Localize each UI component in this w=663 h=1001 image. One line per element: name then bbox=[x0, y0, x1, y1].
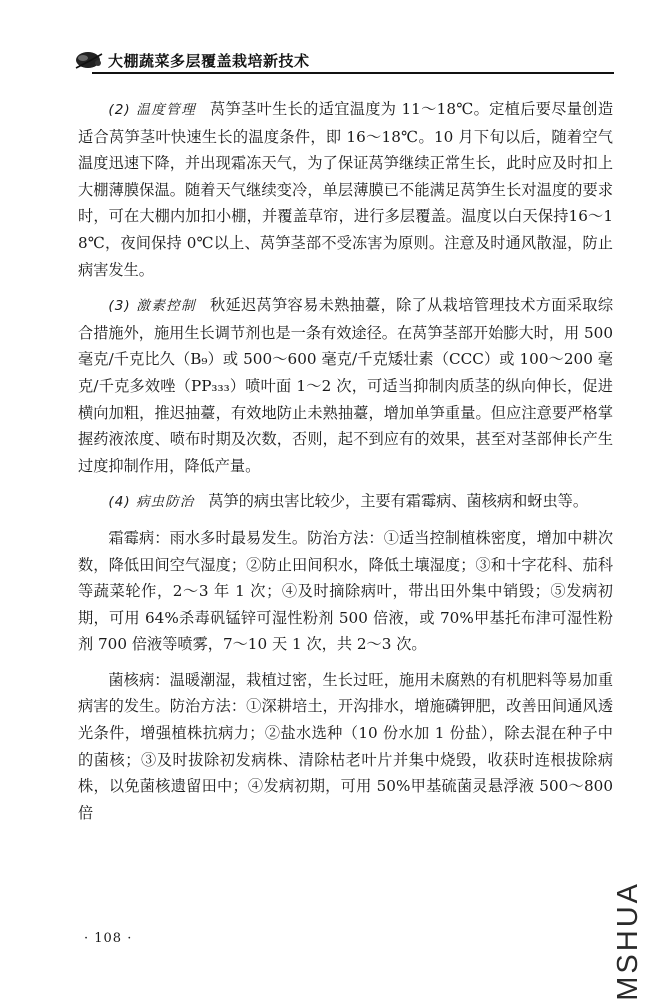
section-lead: (4) 病虫防治 bbox=[108, 494, 195, 511]
header-rule bbox=[92, 72, 614, 74]
section-lead: (3) 激素控制 bbox=[108, 298, 196, 315]
paragraph-text: 秋延迟莴笋容易未熟抽薹，除了从栽培管理技术方面采取综合措施外，施用生长调节剂也是一条有效途径。在莴笋茎部开始膨大时，用 500 毫克/千克比久（B₉）或 500～600 毫克/千克矮壮素（CCC）或 100～200 毫克/千克多效唑（PP₃₃₃）喷叶面 1～2 次，可适当抑制肉质茎的纵向伸长，促进横向加粗，推迟抽薹，有效地防止未熟抽薹，增加单笋重量。但应注意要严格掌握药液浓度、喷布时期及次数，否则，起不到应有的效果，甚至对茎部伸长产生过度抑制作用，降低产量。 bbox=[78, 296, 614, 475]
paragraph-sclerotinia bbox=[78, 667, 613, 827]
paragraph-text: 霜霉病：雨水多时最易发生。防治方法：①适当控制植株密度，增加中耕次数，降低田间空气湿度；②防止田间积水，降低土壤湿度；③和十字花科、茄科等蔬菜轮作，2～3 年 1 次；④及时摘除病叶，带出田外集中销毁；⑤发病初期，可用 64%杀毒矾锰锌可湿性粉剂 500 倍液，或 70%甲基托布津可湿性粉剂 700 倍液等喷雾，7～10 天 1 次，共 2～3 次。 bbox=[78, 528, 613, 654]
body-text bbox=[78, 96, 613, 835]
watermark: MSHUA bbox=[612, 881, 644, 1001]
paragraph-pest-control bbox=[78, 488, 613, 516]
section-lead: (2) 温度管理 bbox=[108, 102, 197, 118]
paragraph-text: 菌核病：温暖潮湿，栽植过密，生长过旺，施用未腐熟的有机肥料等易加重病害的发生。防治方法：①深耕培土，开沟排水，增施磷钾肥，改善田间通风透光条件，增强植株抗病力；②盐水选种（10 份水加 1 份盐），除去混在种子中的菌核；③及时拔除初发病株、清除枯老叶片并集中烧毁，收获时连根拔除病株，以免菌核遗留田中；④发病初期，可用 50%甲基硫菌灵悬浮液 500～800 倍 bbox=[78, 670, 613, 822]
paragraph-temperature bbox=[78, 96, 613, 283]
paragraph-hormone bbox=[78, 292, 613, 479]
paragraph-text: 莴笋茎叶生长的适宜温度为 11～18℃。定植后要尽量创造适合莴笋茎叶快速生长的温度条件，即 16～18℃。10 月下旬以后，随着空气温度迅速下降，并出现霜冻天气，为了保证莴笋继续正常生长，此时应及时扣上大棚薄膜保温。随着天气继续变冷，单层薄膜已不能满足莴笋生长对温度的要求时，可在大棚内加扣小棚，并覆盖草帘，进行多层覆盖。温度以白天保持16～18℃，夜间保持 0℃以上、莴笋茎部不受冻害为原则。注意及时通风散湿，防止病害发生。 bbox=[78, 100, 614, 279]
running-header bbox=[74, 44, 614, 76]
leaf-ornament-icon bbox=[74, 48, 104, 72]
paragraph-text: 莴笋的病虫害比较少，主要有霜霉病、菌核病和蚜虫等。 bbox=[208, 492, 589, 511]
book-title: 大棚蔬菜多层覆盖栽培新技术 bbox=[108, 52, 310, 70]
page-number: · 108 · bbox=[84, 931, 133, 946]
paragraph-downy-mildew bbox=[78, 525, 613, 658]
